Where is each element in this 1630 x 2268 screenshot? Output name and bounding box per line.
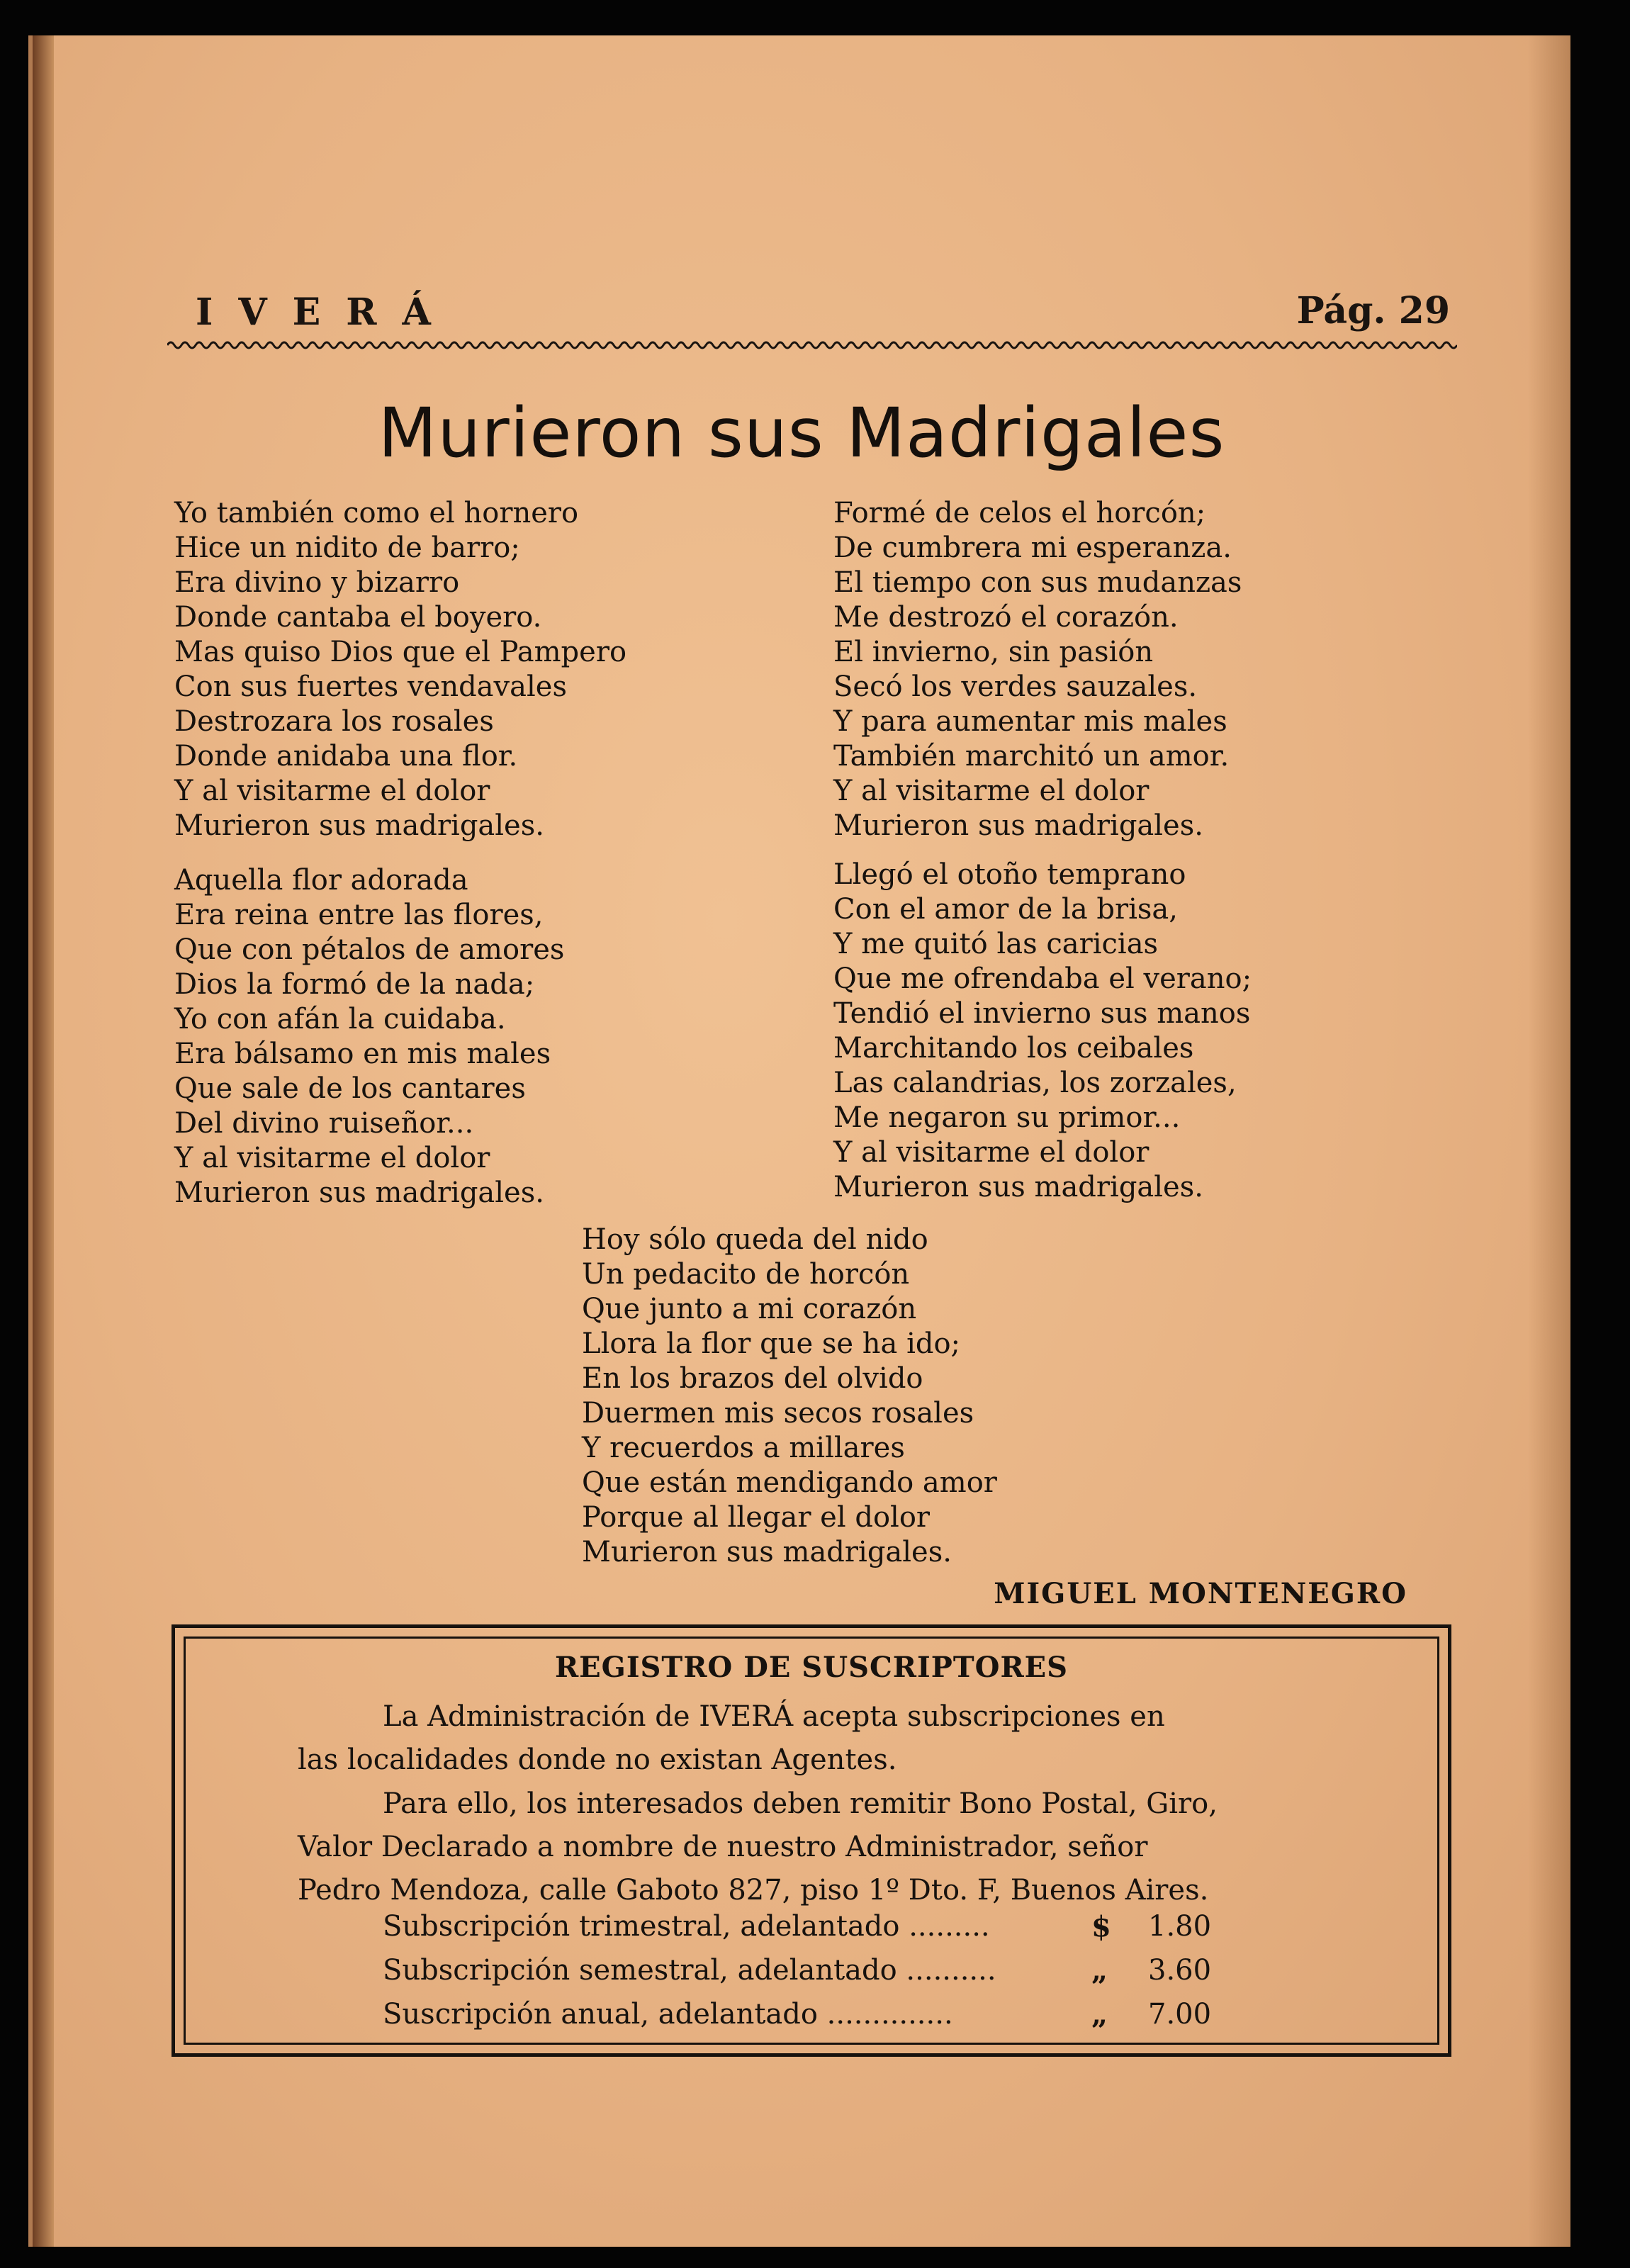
verse-line: Murieron sus madrigales. [174, 809, 544, 842]
verse-line: Y al visitarme el dolor [174, 1142, 490, 1174]
verse-line: De cumbrera mi esperanza. [833, 532, 1232, 564]
verse-line: Secó los verdes sauzales. [833, 670, 1198, 703]
verse-line: Mas quiso Dios que el Pampero [174, 636, 627, 668]
verse-line: Yo con afán la cuidaba. [174, 1003, 506, 1035]
subscription-text-line: Para ello, los interesados deben remitir Bono Postal, Giro, [383, 1787, 1218, 1820]
verse-line: Me destrozó el corazón. [833, 601, 1179, 634]
verse-line: Del divino ruiseñor... [174, 1107, 474, 1140]
subscription-text-line: La Administración de IVERÁ acepta subscripciones en [383, 1700, 1165, 1733]
verse-line: Que me ofrendaba el verano; [833, 962, 1252, 995]
page-number: Pág. 29 [1296, 289, 1450, 332]
ditto-mark: „ [1091, 1954, 1108, 1987]
verse-line: Con sus fuertes vendavales [174, 670, 567, 703]
verse-line: Que con pétalos de amores [174, 933, 565, 966]
header-wavy-rule [167, 337, 1457, 354]
magazine-page [28, 35, 1570, 2247]
verse-line: Las calandrias, los zorzales, [833, 1067, 1237, 1099]
verse-line: En los brazos del olvido [582, 1362, 923, 1395]
verse-line: Y para aumentar mis males [833, 705, 1227, 738]
verse-line: También marchitó un amor. [833, 740, 1230, 773]
verse-line: Era reina entre las flores, [174, 899, 544, 931]
poem-title: Murieron sus Madrigales [378, 393, 1225, 473]
rate-row [383, 1954, 1304, 1998]
poem-author: MIGUEL MONTENEGRO [994, 1577, 1407, 1610]
currency-symbol: $ [1091, 1910, 1111, 1943]
ditto-mark: „ [1091, 1998, 1108, 2031]
verse-line: Y me quitó las caricias [833, 928, 1159, 960]
verse-line: Yo también como el hornero [174, 497, 579, 529]
verse-line: Duermen mis secos rosales [582, 1397, 974, 1430]
verse-line: Murieron sus madrigales. [833, 1171, 1203, 1203]
verse-line: Hoy sólo queda del nido [582, 1223, 928, 1256]
rate-price: 3.60 [1148, 1954, 1212, 1987]
poem-stanza-2 [174, 863, 564, 1211]
verse-line: Dios la formó de la nada; [174, 968, 535, 1001]
verse-line: Me negaron su primor... [833, 1101, 1181, 1134]
page-edge-shadow [1528, 35, 1570, 2247]
verse-line: Porque al llegar el dolor [582, 1501, 931, 1534]
poem-stanza-1 [174, 496, 626, 843]
verse-line: El tiempo con sus mudanzas [833, 566, 1242, 599]
page-gutter [33, 35, 54, 2247]
verse-line: Llora la flor que se ha ido; [582, 1327, 961, 1360]
poem-stanza-4 [833, 858, 1252, 1205]
verse-line: Formé de celos el horcón; [833, 497, 1206, 529]
journal-name: IVERÁ [196, 291, 456, 334]
verse-line: Aquella flor adorada [174, 864, 468, 897]
verse-line: Hice un nidito de barro; [174, 532, 520, 564]
verse-line: Y al visitarme el dolor [833, 775, 1150, 807]
subscription-text-line: Valor Declarado a nombre de nuestro Administrador, señor [298, 1831, 1148, 1863]
verse-line: Murieron sus madrigales. [582, 1536, 952, 1568]
verse-line: Murieron sus madrigales. [833, 809, 1203, 842]
verse-line: Donde cantaba el boyero. [174, 601, 542, 634]
verse-line: Y al visitarme el dolor [174, 775, 490, 807]
verse-line: Destrozara los rosales [174, 705, 494, 738]
poem-stanza-5 [582, 1223, 997, 1570]
verse-line: Un pedacito de horcón [582, 1258, 910, 1291]
verse-line: Murieron sus madrigales. [174, 1177, 544, 1209]
subscription-title: REGISTRO DE SUSCRIPTORES [554, 1651, 1069, 1684]
verse-line: El invierno, sin pasión [833, 636, 1154, 668]
verse-line: Que están mendigando amor [582, 1466, 997, 1499]
verse-line: Que sale de los cantares [174, 1072, 526, 1105]
rate-price: 1.80 [1148, 1910, 1212, 1943]
subscription-text-line: las localidades donde no existan Agentes. [298, 1744, 897, 1776]
subscription-rates [383, 1910, 1304, 2042]
subscription-text-line: Pedro Mendoza, calle Gaboto 827, piso 1º Dto. F, Buenos Aires. [298, 1874, 1209, 1907]
rate-label: Subscripción trimestral, adelantado ......... [383, 1910, 990, 1943]
rate-label: Suscripción anual, adelantado .............. [383, 1998, 953, 2031]
verse-line: Con el amor de la brisa, [833, 893, 1178, 926]
verse-line: Marchitando los ceibales [833, 1032, 1194, 1065]
verse-line: Tendió el invierno sus manos [833, 997, 1251, 1030]
rate-row [383, 1998, 1304, 2042]
verse-line: Y recuerdos a millares [582, 1432, 905, 1464]
verse-line: Era bálsamo en mis males [174, 1038, 551, 1070]
rate-label: Subscripción semestral, adelantado .......... [383, 1954, 996, 1987]
verse-line: Donde anidaba una flor. [174, 740, 518, 773]
verse-line: Que junto a mi corazón [582, 1293, 917, 1325]
poem-stanza-3 [833, 496, 1242, 843]
rate-row [383, 1910, 1304, 1954]
verse-line: Era divino y bizarro [174, 566, 460, 599]
verse-line: Y al visitarme el dolor [833, 1136, 1150, 1169]
subscription-box [172, 1624, 1451, 2057]
rate-price: 7.00 [1148, 1998, 1212, 2031]
verse-line: Llegó el otoño temprano [833, 858, 1186, 891]
page-header [167, 284, 1457, 340]
